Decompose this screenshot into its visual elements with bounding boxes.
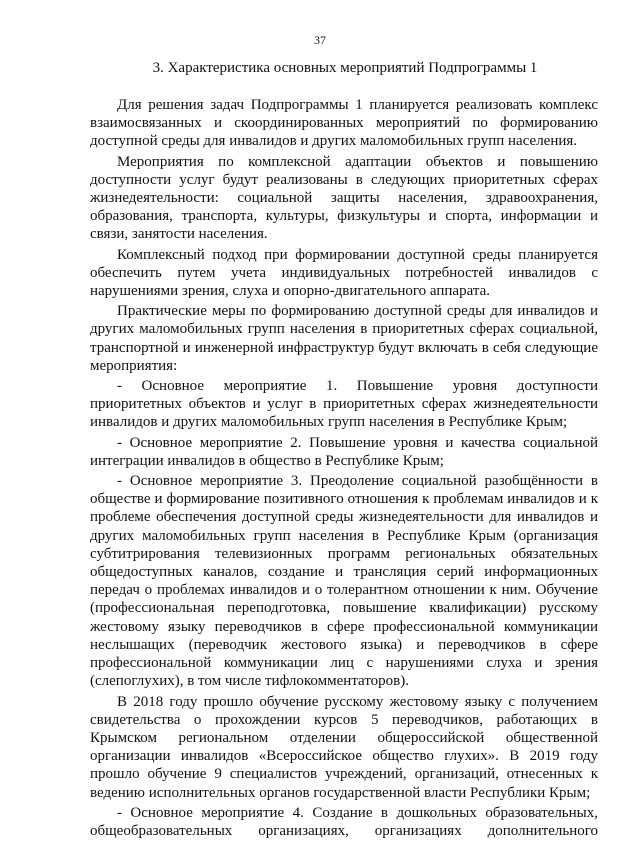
page-number: 37 — [314, 33, 326, 47]
paragraph: Практические меры по формированию доступной среды для инвалидов и других маломобильных групп населения в приоритетных сферах социальной, транспортной и инженерной инфраструктур будут включать в себя следующие мероприятия: — [90, 303, 598, 374]
paragraph: Комплексный подход при формировании доступной среды планируется обеспечить путем учета индивидуальных потребностей инвалидов с нарушениями зрения, слуха и опорно-двигательного аппарата. — [90, 246, 598, 300]
body-text — [90, 96, 598, 842]
list-item: - Основное мероприятие 3. Преодоление социальной разобщённости в обществе и формирование позитивного отношения к проблемам инвалидов и к проблеме обеспечения доступной среды жизнедеятельности для инвалидов и других маломобильных групп населения в Республике Крым (организация субтитрирования телевизионных программ региональных обязательных общедоступных каналов, создание и трансляция серий информационных передач о проблемах инвалидов и о толерантном отношении к ним. Обучение (профессиональная переподготовка, повышение квалификации) русскому жестовому языку переводчиков в сфере профессиональной коммуникации неслышащих (переводчик жестового языка) и переводчиков в сфере профессиональной коммуникации лиц с нарушениями слуха и зрения (слепоглухих), в том числе тифлокомментаторов). — [90, 473, 598, 690]
paragraph: Для решения задач Подпрограммы 1 планируется реализовать комплекс взаимосвязанных и скоординированных мероприятий по формированию доступной среды для инвалидов и других маломобильных групп населения. — [90, 97, 598, 150]
list-item: - Основное мероприятие 2. Повышение уровня и качества социальной интеграции инвалидов в общество в Республике Крым; — [90, 434, 598, 469]
list-item: - Основное мероприятие 4. Создание в дошкольных образовательных, общеобразовательных организациях, организациях дополнительного — [90, 804, 598, 839]
paragraph: Мероприятия по комплексной адаптации объектов и повышению доступности услуг будут реализованы в следующих приоритетных сферах жизнедеятельности: социальной защиты населения, здравоохранения, образования, транспорта, культуры, физкультуры и спорта, информации и связи, занятости населения. — [90, 153, 598, 243]
list-item: - Основное мероприятие 1. Повышение уровня доступности приоритетных объектов и услуг в приоритетных сферах жизнедеятельности инвалидов и других маломобильных групп населения в Республике Крым; — [90, 378, 598, 431]
section-heading: 3. Характеристика основных мероприятий Подпрограммы 1 — [152, 60, 538, 76]
paragraph: В 2018 году прошло обучение русскому жестовому языку с получением свидетельства о прохождении курсов 5 переводчиков, работающих в Крымском региональном отделении общероссийской общественной организации инвалидов «Всероссийское общество глухих». В 2019 году прошло обучение 9 специалистов учреждений, организаций, отнесенных к ведению исполнительных органов государственной власти Республики Крым; — [90, 693, 598, 801]
